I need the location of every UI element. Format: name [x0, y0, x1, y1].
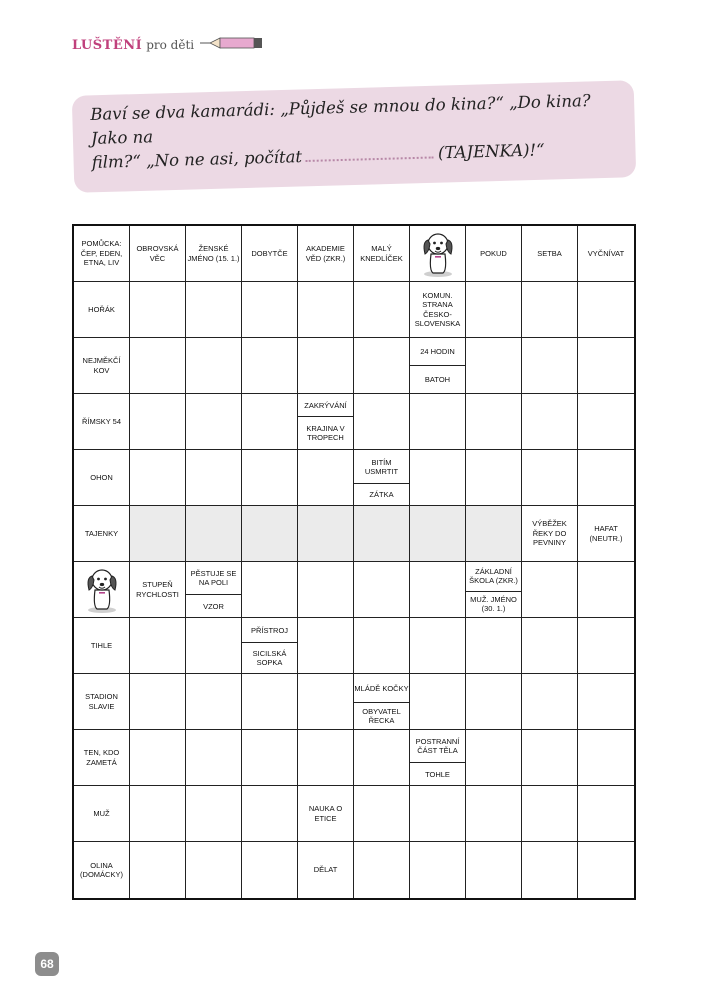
answer-cell[interactable]: [522, 786, 578, 842]
answer-cell[interactable]: [298, 674, 354, 730]
answer-cell[interactable]: [522, 450, 578, 506]
answer-cell[interactable]: [354, 730, 410, 786]
clue-krajina: KRAJINA V TROPECH: [306, 424, 345, 443]
answer-cell[interactable]: [578, 450, 634, 506]
answer-cell[interactable]: [354, 394, 410, 450]
clue-tohle: TOHLE: [425, 769, 450, 779]
answer-cell[interactable]: [298, 562, 354, 618]
answer-cell[interactable]: [578, 338, 634, 394]
answer-cell[interactable]: [578, 618, 634, 674]
answer-cell[interactable]: [466, 786, 522, 842]
answer-cell[interactable]: [186, 730, 242, 786]
split-clue-cell: [410, 730, 466, 786]
answer-cell[interactable]: [410, 786, 466, 842]
clue-obrovska-vec: OBROVSKÁ VĚC: [130, 226, 186, 282]
clue-bitim: BITÍM USMRTIT: [354, 450, 409, 484]
answer-cell[interactable]: [298, 338, 354, 394]
riddle-line-1: Baví se dva kamarádi: „Půjdeš se mnou do kina?“ „Do kina? Jako na: [90, 91, 591, 148]
answer-cell[interactable]: [522, 338, 578, 394]
answer-cell[interactable]: [298, 618, 354, 674]
answer-cell[interactable]: [466, 674, 522, 730]
answer-cell[interactable]: [242, 394, 298, 450]
answer-cell[interactable]: [242, 842, 298, 898]
answer-cell[interactable]: [130, 450, 186, 506]
clue-zakladni: ZÁKLADNÍ ŠKOLA (ZKR.): [466, 562, 521, 592]
answer-cell[interactable]: [130, 730, 186, 786]
answer-cell[interactable]: [578, 786, 634, 842]
answer-cell[interactable]: [186, 282, 242, 338]
answer-cell[interactable]: [578, 674, 634, 730]
answer-cell[interactable]: [186, 618, 242, 674]
answer-cell[interactable]: [298, 282, 354, 338]
answer-cell[interactable]: [186, 786, 242, 842]
clue-zakryvani: ZAKRÝVÁNÍ: [298, 394, 353, 417]
answer-cell[interactable]: [522, 562, 578, 618]
clue-vycnivat: VYČNÍVAT: [578, 226, 634, 282]
answer-cell[interactable]: [242, 674, 298, 730]
answer-cell[interactable]: [522, 674, 578, 730]
answer-cell[interactable]: [410, 618, 466, 674]
clue-olina: OLINA (DOMÁCKY): [74, 842, 130, 898]
clue-horak: HOŘÁK: [74, 282, 130, 338]
dog-icon: [410, 226, 466, 282]
split-clue-cell: [186, 562, 242, 618]
answer-cell[interactable]: [466, 842, 522, 898]
secret-cell[interactable]: [466, 506, 522, 562]
answer-cell[interactable]: [130, 282, 186, 338]
answer-cell[interactable]: [130, 338, 186, 394]
secret-cell[interactable]: [410, 506, 466, 562]
answer-cell[interactable]: [466, 338, 522, 394]
split-clue-cell: [410, 338, 466, 394]
riddle-line-2-start: film?“ „No ne asi, počítat: [91, 147, 303, 172]
clue-muz: MUŽ: [74, 786, 130, 842]
clue-rimsky-54: ŘÍMSKY 54: [74, 394, 130, 450]
answer-cell[interactable]: [522, 618, 578, 674]
pencil-icon: [200, 36, 266, 54]
answer-cell[interactable]: [186, 338, 242, 394]
answer-cell[interactable]: [522, 730, 578, 786]
answer-cell[interactable]: [410, 842, 466, 898]
clue-postranni: POSTRANNÍ ČÁST TĚLA: [410, 730, 465, 763]
answer-cell[interactable]: [298, 450, 354, 506]
clue-akademie: AKADEMIE VĚD (ZKR.): [298, 226, 354, 282]
answer-cell[interactable]: [354, 618, 410, 674]
page-header: [72, 36, 266, 54]
clue-nauka: NAUKA O ETICE: [298, 786, 354, 842]
answer-cell[interactable]: [242, 730, 298, 786]
answer-cell[interactable]: [410, 674, 466, 730]
answer-blank: [306, 146, 434, 162]
answer-cell[interactable]: [298, 730, 354, 786]
clue-obyvatel: OBYVATEL ŘECKA: [362, 707, 401, 726]
answer-cell[interactable]: [578, 562, 634, 618]
clue-batoh: BATOH: [424, 375, 451, 384]
answer-cell[interactable]: [130, 618, 186, 674]
crossword-grid: [72, 224, 636, 900]
answer-cell[interactable]: [130, 674, 186, 730]
split-clue-cell: [298, 394, 354, 450]
answer-cell[interactable]: [242, 786, 298, 842]
clue-stadion: STADION SLAVIE: [74, 674, 130, 730]
clue-pomucka: POMŮCKA: ČEP, EDEN, ETNA, LIV: [74, 226, 130, 282]
split-clue-cell: [354, 450, 410, 506]
answer-cell[interactable]: [578, 842, 634, 898]
clue-maly-knedlicek: MALÝ KNEDLÍČEK: [354, 226, 410, 282]
answer-cell[interactable]: [354, 338, 410, 394]
answer-cell[interactable]: [354, 786, 410, 842]
answer-cell[interactable]: [186, 450, 242, 506]
answer-cell[interactable]: [410, 562, 466, 618]
header-title: LUŠTĚNÍ: [72, 37, 143, 53]
header-subtitle: pro děti: [146, 38, 195, 52]
answer-cell[interactable]: [242, 450, 298, 506]
clue-mlade: MLÁDĚ KOČKY: [354, 674, 409, 703]
secret-cell[interactable]: [186, 506, 242, 562]
page-number: 68: [35, 952, 59, 976]
clue-nejmekci-kov: NEJMĚKČÍ KOV: [74, 338, 130, 394]
answer-cell[interactable]: [522, 282, 578, 338]
split-clue-cell: [354, 674, 410, 730]
riddle-text: [90, 88, 622, 175]
answer-cell[interactable]: [130, 394, 186, 450]
clue-pestuje: PĚSTUJE SE NA POLI: [186, 562, 241, 595]
clue-vybezek: VÝBĚŽEK ŘEKY DO PEVNINY: [522, 506, 578, 562]
riddle-line-2-end: (TAJENKA)!“: [437, 140, 545, 163]
answer-cell[interactable]: [354, 562, 410, 618]
clue-pokud: POKUD: [466, 226, 522, 282]
clue-hafat: HAFAT (NEUTR.): [578, 506, 634, 562]
answer-cell[interactable]: [410, 394, 466, 450]
answer-cell[interactable]: [466, 394, 522, 450]
answer-cell[interactable]: [186, 674, 242, 730]
clue-setba: SETBA: [522, 226, 578, 282]
clue-stupen: STUPEŇ RYCHLOSTI: [130, 562, 186, 618]
answer-cell[interactable]: [578, 730, 634, 786]
answer-cell[interactable]: [130, 786, 186, 842]
clue-sicilska: SICILSKÁ SOPKA: [252, 649, 287, 667]
clue-tajenky: TAJENKY: [74, 506, 130, 562]
split-clue-cell: [242, 618, 298, 674]
answer-cell[interactable]: [466, 618, 522, 674]
answer-cell[interactable]: [130, 842, 186, 898]
answer-cell[interactable]: [522, 842, 578, 898]
clue-pristroj: PŘÍSTROJ: [242, 618, 297, 643]
answer-cell[interactable]: [466, 282, 522, 338]
answer-cell[interactable]: [242, 282, 298, 338]
answer-cell[interactable]: [466, 730, 522, 786]
answer-cell[interactable]: [242, 338, 298, 394]
answer-cell[interactable]: [410, 450, 466, 506]
dog-icon: [74, 562, 130, 618]
secret-cell[interactable]: [354, 506, 410, 562]
answer-cell[interactable]: [242, 562, 298, 618]
answer-cell[interactable]: [354, 842, 410, 898]
clue-muz-jmeno: MUŽ. JMÉNO (30. 1.): [470, 595, 517, 614]
clue-vzor: VZOR: [203, 601, 224, 611]
clue-tihle: TIHLE: [74, 618, 130, 674]
answer-cell[interactable]: [466, 450, 522, 506]
clue-ohon: OHON: [74, 450, 130, 506]
answer-cell[interactable]: [522, 394, 578, 450]
clue-ten-kdo: TEN, KDO ZAMETÁ: [74, 730, 130, 786]
clue-delat: DĚLAT: [298, 842, 354, 898]
secret-cell[interactable]: [242, 506, 298, 562]
clue-zatka: ZÁTKA: [369, 490, 394, 500]
secret-cell[interactable]: [130, 506, 186, 562]
answer-cell[interactable]: [186, 394, 242, 450]
clue-24-hodin: 24 HODIN: [410, 338, 465, 366]
answer-cell[interactable]: [578, 282, 634, 338]
clue-dobytce: DOBYTČE: [242, 226, 298, 282]
clue-zenske-jmeno: ŽENSKÉ JMÉNO (15. 1.): [186, 226, 242, 282]
answer-cell[interactable]: [354, 282, 410, 338]
split-clue-cell: [466, 562, 522, 618]
answer-cell[interactable]: [186, 842, 242, 898]
answer-cell[interactable]: [578, 394, 634, 450]
secret-cell[interactable]: [298, 506, 354, 562]
clue-komun: KOMUN. STRANA ČESKO-SLOVENSKA: [410, 282, 466, 338]
